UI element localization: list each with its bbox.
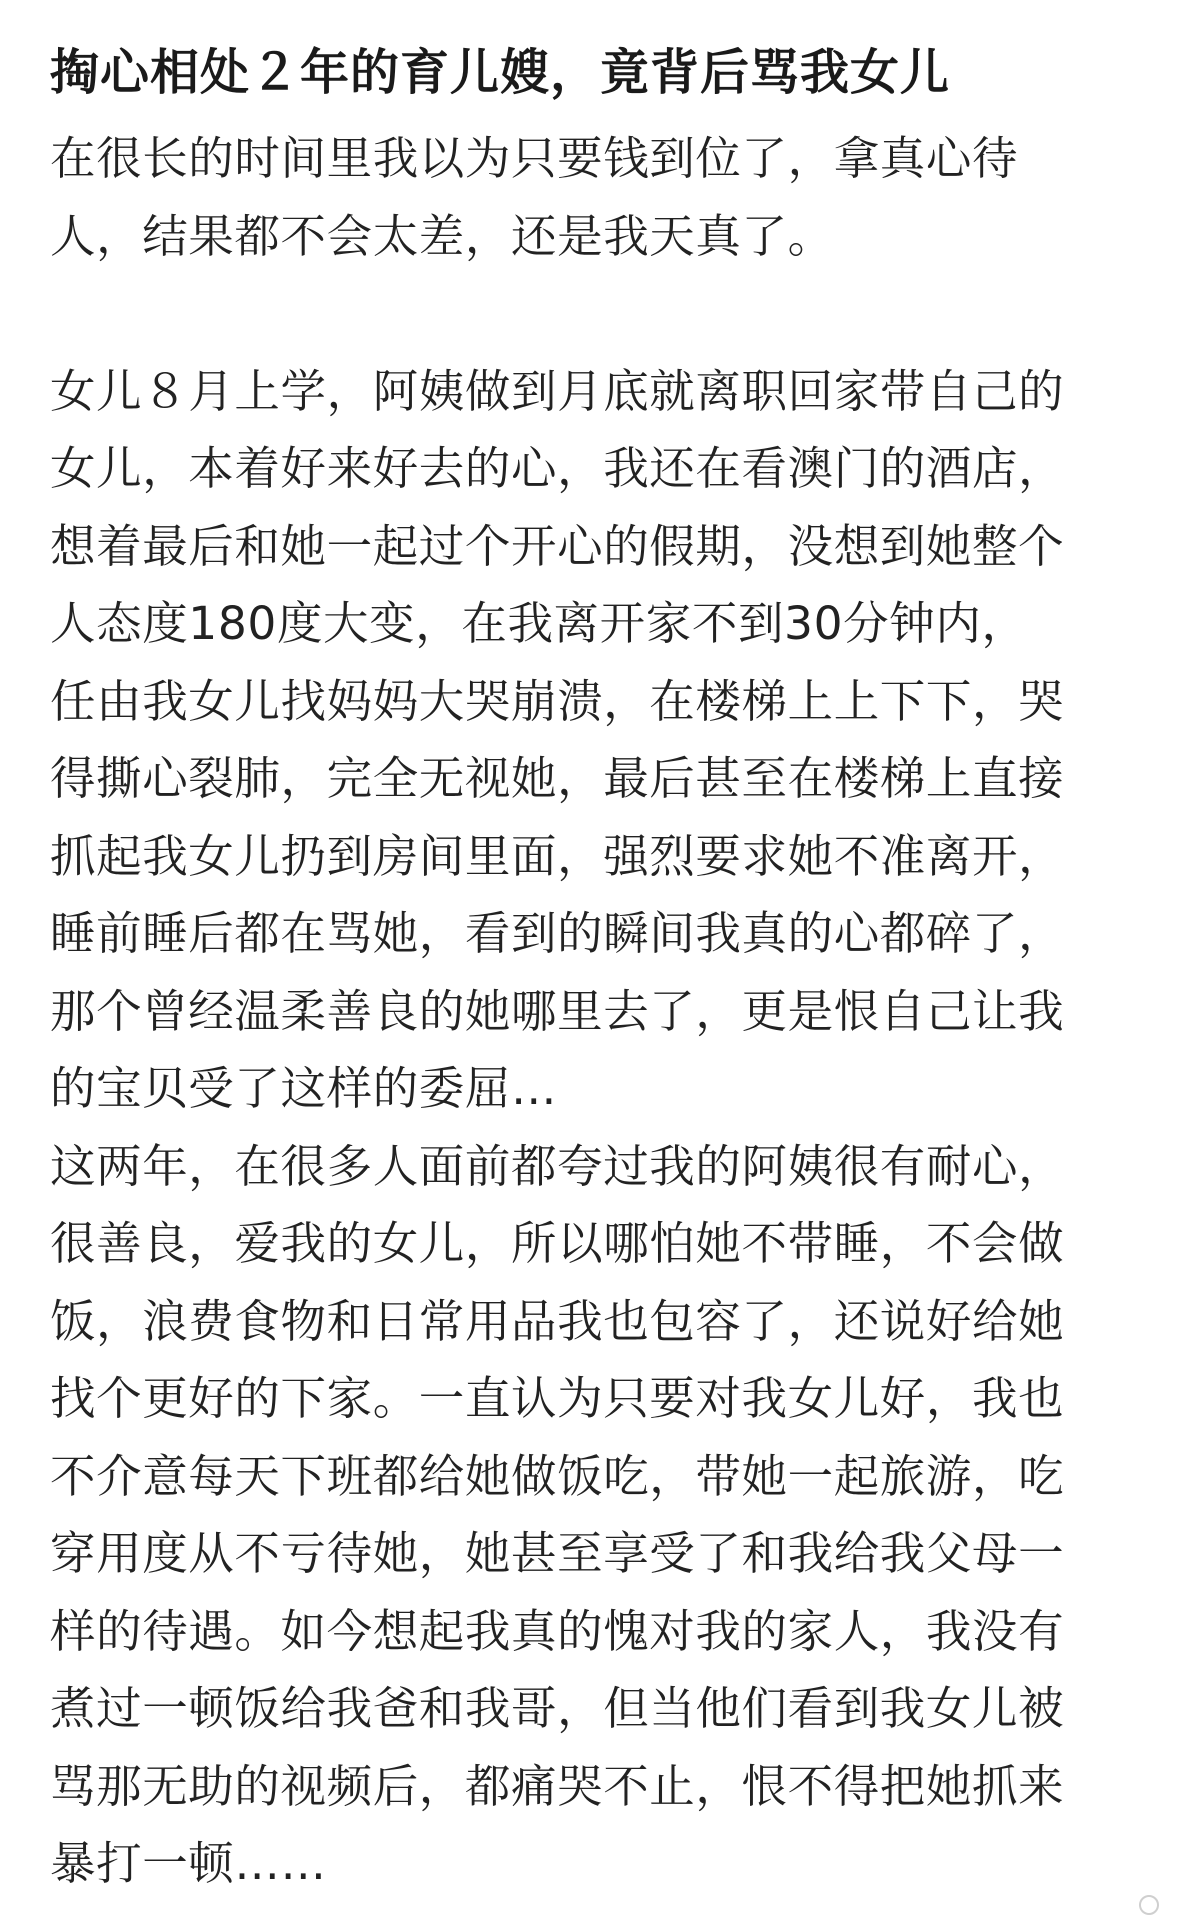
text-line: 很善良，爱我的女儿，所以哪怕她不带睡，不会做 bbox=[50, 1217, 1065, 1270]
paragraph-spacer bbox=[50, 275, 1131, 353]
text-line: 煮过一顿饭给我爸和我哥，但当他们看到我女儿被 bbox=[50, 1682, 1065, 1735]
watermark-logo-icon bbox=[1139, 1895, 1159, 1915]
text-line: 得撕心裂肺，完全无视她，最后甚至在楼梯上直接 bbox=[50, 752, 1065, 805]
text-line: 睡前睡后都在骂她，看到的瞬间我真的心都碎了， bbox=[50, 907, 1065, 960]
text-line: 人态度180度大变，在我离开家不到30分钟内， bbox=[50, 597, 1028, 650]
text-line: 人，结果都不会太差，还是我天真了。 bbox=[50, 209, 834, 263]
paragraph-intro bbox=[50, 120, 1131, 275]
watermark bbox=[1139, 1895, 1159, 1915]
text-line: 任由我女儿找妈妈大哭崩溃，在楼梯上上下下，哭 bbox=[50, 674, 1065, 728]
text-line: 女儿，本着好来好去的心，我还在看澳门的酒店， bbox=[50, 442, 1065, 495]
text-line: 骂那无助的视频后，都痛哭不止，恨不得把她抓来 bbox=[50, 1759, 1065, 1813]
text-line: 那个曾经温柔善良的她哪里去了，更是恨自己让我 bbox=[50, 984, 1065, 1038]
text-line: 想着最后和她一起过个开心的假期，没想到她整个 bbox=[50, 519, 1065, 573]
paragraph-story bbox=[50, 353, 1131, 1128]
text-line: 饭，浪费食物和日常用品我也包容了，还说好给她 bbox=[50, 1294, 1065, 1348]
text-line: 在很长的时间里我以为只要钱到位了，拿真心待 bbox=[50, 132, 1019, 185]
text-line: 穿用度从不亏待她，她甚至享受了和我给我父母一 bbox=[50, 1527, 1065, 1580]
text-line: 样的待遇。如今想起我真的愧对我的家人，我没有 bbox=[50, 1604, 1065, 1658]
text-line: 的宝贝受了这样的委屈… bbox=[50, 1062, 558, 1115]
text-line: 暴打一顿…… bbox=[50, 1837, 327, 1890]
text-line: 女儿８月上学，阿姨做到月底就离职回家带自己的 bbox=[50, 364, 1065, 418]
text-line: 找个更好的下家。一直认为只要对我女儿好，我也 bbox=[50, 1372, 1065, 1425]
text-line: 抓起我女儿扔到房间里面，强烈要求她不准离开， bbox=[50, 829, 1065, 883]
text-line: 这两年，在很多人面前都夸过我的阿姨很有耐心， bbox=[50, 1139, 1065, 1193]
post-title: 掏心相处２年的育儿嫂，竟背后骂我女儿 bbox=[50, 44, 951, 101]
paragraph-reflection bbox=[50, 1128, 1131, 1903]
text-line: 不介意每天下班都给她做饭吃，带她一起旅游，吃 bbox=[50, 1449, 1065, 1503]
